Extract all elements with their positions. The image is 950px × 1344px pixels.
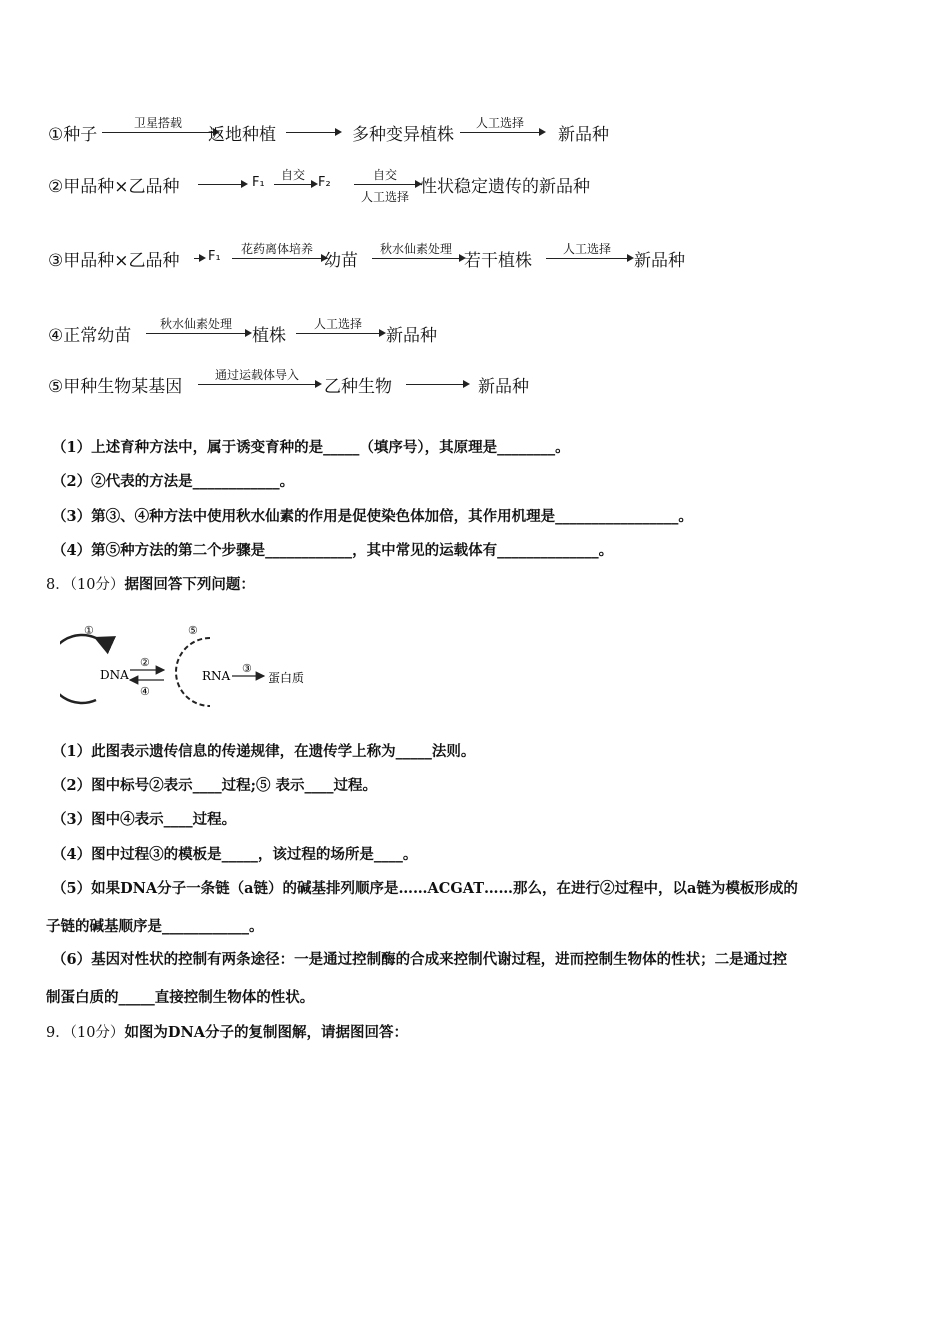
q9-number: 9．: [46, 1025, 70, 1041]
q8-item-2: （2）图中标号②表示____过程;⑤ 表示____过程。: [52, 777, 377, 794]
node: ④正常幼苗: [48, 326, 132, 346]
node: 新品种: [558, 125, 609, 145]
node: 若干植株: [464, 251, 532, 271]
q7-item-4: （4）第⑤种方法的第二个步骤是____________，其中常见的运载体有______________。: [52, 542, 614, 559]
q8-item-5: （5）如果DNA分子一条链（a链）的碱基排列顺序是……ACGAT……那么，在进行②过程中，以a链为模板形成的: [52, 880, 798, 897]
arrow: 自交 人工选择: [354, 184, 416, 185]
node: 新品种: [478, 377, 529, 397]
q7-item-2: （2）②代表的方法是____________。: [52, 473, 295, 490]
node: 性状稳定遗传的新品种: [420, 177, 590, 197]
circle-5-label: ⑤: [188, 624, 198, 637]
node: ③甲品种×乙品种: [48, 251, 180, 271]
q9-header: [46, 1021, 408, 1042]
node: F₁: [208, 249, 221, 264]
q8-item-5-cont: 子链的碱基顺序是____________。: [46, 918, 264, 935]
q8-header: [46, 573, 255, 594]
central-dogma-diagram: [60, 618, 320, 714]
protein-label: 蛋白质: [268, 671, 305, 685]
arrow: 秋水仙素处理: [146, 333, 246, 334]
q8-item-6-cont: 制蛋白质的_____直接控制生物体的性状。: [46, 989, 315, 1006]
q8-item-6: （6）基因对性状的控制有两条途径：一是通过控制酶的合成来控制代谢过程，进而控制生物体的性状；二是通过控: [52, 951, 788, 968]
circle-3-label: ③: [242, 662, 252, 675]
arrow: 人工选择: [546, 258, 628, 259]
node: 新品种: [634, 251, 685, 271]
q8-number: 8．: [46, 577, 70, 593]
node: ①种子: [48, 125, 98, 145]
node: ②甲品种×乙品种: [48, 177, 180, 197]
node: 新品种: [386, 326, 437, 346]
arrow: [286, 132, 336, 133]
circle-4-label: ④: [140, 685, 150, 698]
arrow: 自交: [274, 184, 312, 185]
node: F₁: [252, 175, 265, 190]
rna-label: RNA: [202, 669, 231, 683]
circle-2-label: ②: [140, 656, 150, 669]
circle-1-label: ①: [84, 624, 94, 637]
q7-item-3: （3）第③、④种方法中使用秋水仙素的作用是促使染色体加倍，其作用机理是_________________。: [52, 508, 693, 525]
arrow: [198, 184, 242, 185]
q8-item-4: （4）图中过程③的模板是_____，该过程的场所是____。: [52, 846, 418, 863]
q9-score: （10分）: [69, 1025, 125, 1041]
node: 乙种生物: [324, 377, 392, 397]
arrow: [194, 258, 200, 259]
q8-score: （10分）: [69, 577, 125, 593]
arrow: 人工选择: [296, 333, 380, 334]
node: F₂: [318, 175, 331, 190]
node: 植株: [252, 326, 286, 346]
node: 多种变异植株: [352, 125, 454, 145]
q8-item-1: （1）此图表示遗传信息的传递规律，在遗传学上称为_____法则。: [52, 743, 476, 760]
q9-stem: 如图为DNA分子的复制图解，请据图回答：: [124, 1024, 409, 1041]
q7-item-1: （1）上述育种方法中，属于诱变育种的是_____（填序号），其原理是________。: [52, 439, 570, 456]
arrow: 花药离体培养: [232, 258, 322, 259]
arrow: 通过运载体导入: [198, 384, 316, 385]
arrow: 卫星搭载: [102, 132, 214, 133]
node: 返地种植: [208, 125, 276, 145]
q8-item-3: （3）图中④表示____过程。: [52, 811, 237, 828]
arrow: 秋水仙素处理: [372, 258, 460, 259]
arrow: [406, 384, 464, 385]
arrow: 人工选择: [460, 132, 540, 133]
node: ⑤甲种生物某基因: [48, 377, 183, 397]
replication-arc: [60, 635, 96, 703]
node: 幼苗: [324, 251, 358, 271]
dna-label: DNA: [100, 668, 129, 682]
q8-stem: 据图回答下列问题：: [124, 576, 255, 593]
